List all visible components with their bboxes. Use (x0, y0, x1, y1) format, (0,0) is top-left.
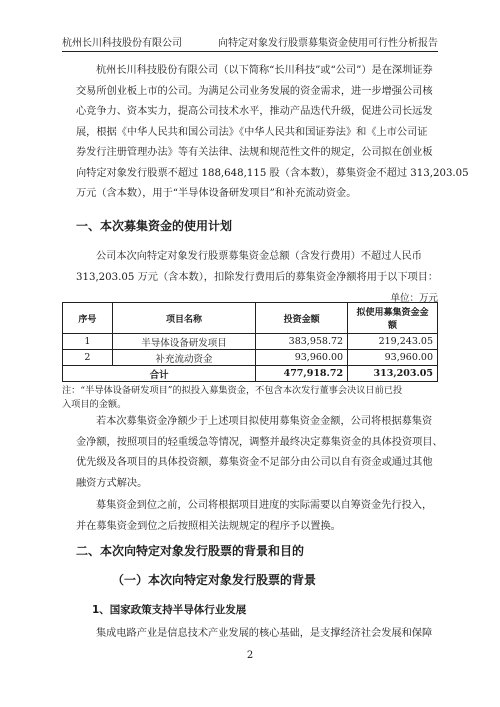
header-divider (62, 51, 438, 52)
header-report-title: 向特定对象发行股票募集资金使用可行性分析报告 (218, 38, 438, 49)
cell-project: 半导体设备研发项目 (112, 334, 255, 350)
intro-line: 心竞争力、资本实力，提高公司技术水平，推动产品迭代升级，促进公司长远发 (76, 106, 433, 117)
adjust-line: 金净额，按照项目的轻重缓急等情况，调整并最终决定募集资金的具体投资项目、 (76, 436, 443, 448)
advance-line: 并在募集资金到位之后按照相关法规规定的程序予以置换。 (76, 520, 341, 532)
adjust-paragraph (76, 412, 443, 494)
cell-total-proposed-use: 313,203.05 (348, 366, 438, 382)
adjust-line: 融资方式解决。 (76, 477, 148, 489)
table-row (63, 350, 438, 366)
table-unit: 单位：万元 (390, 293, 438, 304)
page-header (62, 38, 438, 50)
industry-line: 集成电路产业是信息技术产业发展的核心基础，是支撑经济社会发展和保障 (96, 628, 433, 639)
table-row (63, 334, 438, 350)
table-note (62, 384, 438, 412)
cell-proposed-use: 219,243.05 (348, 334, 438, 350)
intro-paragraph (76, 61, 469, 205)
intro-line: 展，根据《中华人民共和国公司法》《中华人民共和国证券法》和《上市公司证 (76, 126, 428, 138)
plan-paragraph (76, 247, 438, 288)
intro-line: 万元（含本数），用于“半导体设备研发项目”和补充流动资金。 (76, 188, 357, 199)
table-header-row (63, 303, 438, 334)
note-line: 注：“半导体设备研发项目”的拟投入募集资金，不包含本次发行董事会决议日前已投 (62, 385, 403, 396)
col-header-no: 序号 (63, 303, 113, 334)
col-header-project: 项目名称 (112, 303, 255, 334)
industry-paragraph (76, 624, 438, 645)
cell-total-label: 合计 (63, 366, 256, 382)
item-heading-policy: 1、国家政策支持半导体行业发展 (92, 604, 247, 616)
cell-investment: 93,960.00 (256, 350, 348, 366)
subsection-heading-background: （一）本次向特定对象发行股票的背景 (112, 573, 317, 587)
intro-line: 杭州长川科技股份有限公司（以下简称“长川科技”或“公司”）是在深圳证券 (96, 65, 433, 76)
intro-line: 向特定对象发行股票不超过 188,648,115 股（含本数），募集资金不超过 313,203.05 (76, 167, 469, 179)
col-header-proposed-use: 拟使用募集资金金额 (348, 303, 438, 334)
section-heading-background: 二、本次向特定对象发行股票的背景和目的 (76, 544, 305, 558)
adjust-line: 若本次募集资金净额少于上述项目拟使用募集资金金额，公司将根据募集资 (96, 416, 433, 427)
plan-line: 公司本次向特定对象发行股票募集资金总额（含发行费用）不超过人民币 (96, 251, 422, 262)
plan-line: 313,203.05 万元（含本数），扣除发行费用后的募集资金净额将用于以下项目： (76, 271, 439, 283)
table-total-row (63, 366, 438, 382)
page-number: 2 (246, 650, 254, 661)
cell-investment: 383,958.72 (256, 334, 348, 350)
intro-line: 券发行注册管理办法》等有关法律、法规和规范性文件的规定，公司拟在创业板 (76, 147, 433, 158)
advance-line: 募集资金到位之前，公司将根据项目进度的实际需要以自筹资金先行投入， (96, 500, 433, 511)
cell-no: 2 (63, 350, 113, 366)
cell-no: 1 (63, 334, 113, 350)
cell-total-investment: 477,918.72 (256, 366, 348, 382)
header-company: 杭州长川科技股份有限公司 (62, 38, 182, 49)
section-heading-use-plan: 一、本次募集资金的使用计划 (76, 219, 233, 233)
cell-project: 补充流动资金 (112, 350, 255, 366)
adjust-line: 优先级及各项目的具体投资额，募集资金不足部分由公司以自有资金或通过其他 (76, 457, 433, 468)
advance-paragraph (76, 496, 438, 537)
col-header-investment: 投资金额 (256, 303, 348, 334)
intro-line: 交易所创业板上市的公司。为满足公司业务发展的资金需求，进一步增强公司核 (76, 85, 433, 97)
note-line: 入项目的金额。 (62, 399, 127, 410)
fund-usage-table (62, 302, 438, 382)
cell-proposed-use: 93,960.00 (348, 350, 438, 366)
